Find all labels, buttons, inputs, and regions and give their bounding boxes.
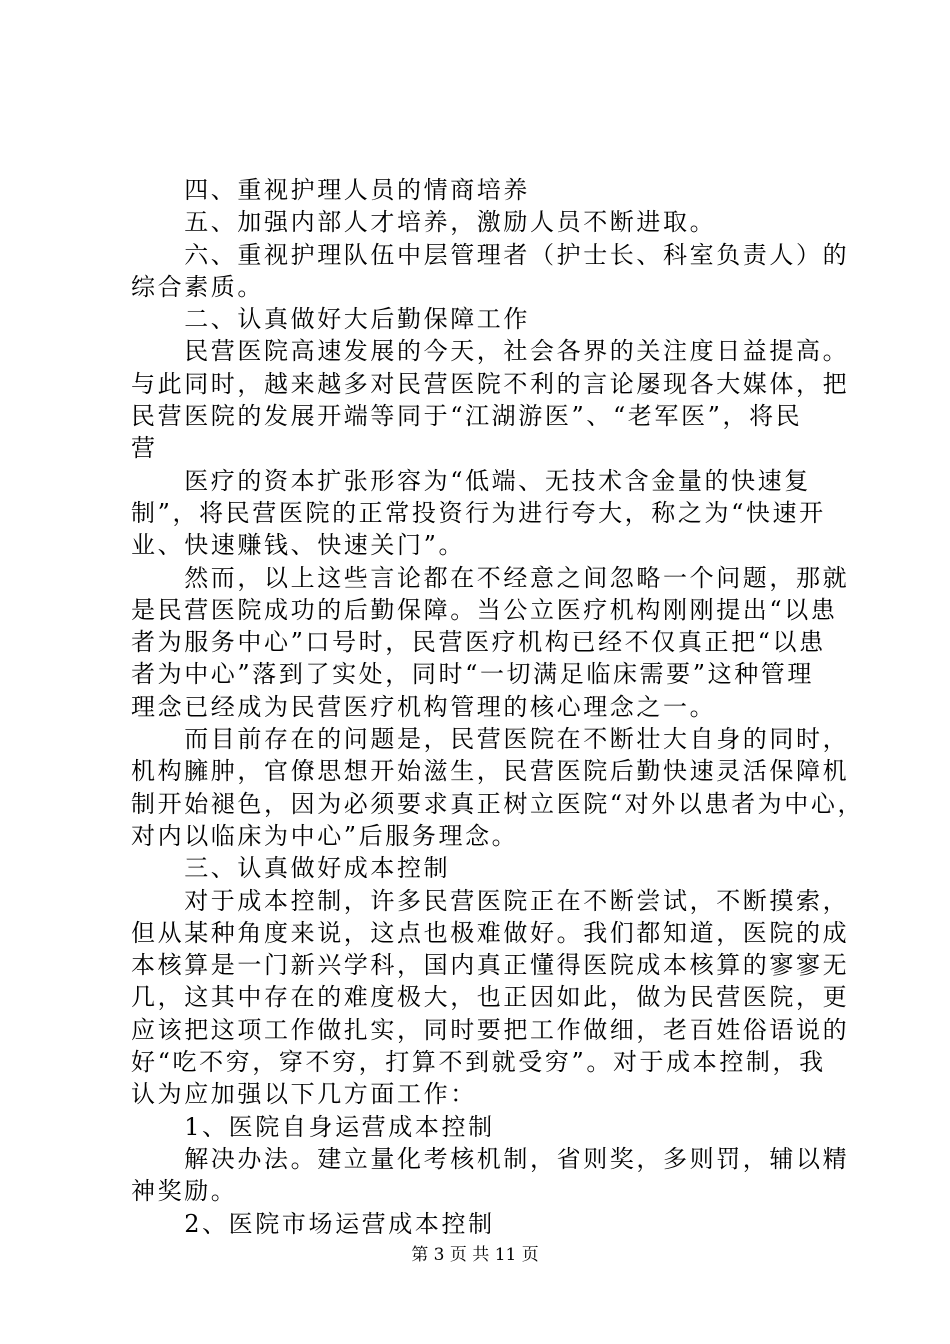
text-line: 解决办法。建立量化考核机制，省则奖，多则罚，辅以精 bbox=[131, 1144, 850, 1173]
text-line: 而目前存在的问题是，民营医院在不断壮大自身的同时， bbox=[131, 725, 850, 754]
text-line: 业、快速赚钱、快速关门”。 bbox=[131, 531, 466, 560]
text-line: 民营医院的发展开端等同于“江湖游医”、“老军医”，将民 bbox=[131, 402, 803, 431]
text-line: 理念已经成为民营医疗机构管理的核心理念之一。 bbox=[131, 692, 717, 721]
text-line: 认为应加强以下几方面工作： bbox=[131, 1080, 477, 1109]
text-line: 民营医院高速发展的今天，社会各界的关注度日益提高。 bbox=[131, 337, 850, 366]
text-line: 应该把这项工作做扎实，同时要把工作做细，老百姓俗语说的 bbox=[131, 1015, 850, 1044]
text-line: 营 bbox=[131, 434, 158, 463]
text-line: 六、重视护理队伍中层管理者（护士长、科室负责人）的 bbox=[131, 240, 850, 269]
text-line: 四、重视护理人员的情商培养 bbox=[131, 176, 530, 204]
text-line: 然而，以上这些言论都在不经意之间忽略一个问题，那就 bbox=[131, 563, 850, 592]
text-line: 本核算是一门新兴学科，国内真正懂得医院成本核算的寥寥无 bbox=[131, 951, 850, 980]
text-line: 几，这其中存在的难度极大，也正因如此，做为民营医院，更 bbox=[131, 983, 850, 1012]
text-line: 五、加强内部人才培养，激励人员不断进取。 bbox=[131, 208, 717, 237]
section-heading: 三、认真做好成本控制 bbox=[131, 854, 451, 883]
subsection-heading: 1、医院自身运营成本控制 bbox=[131, 1112, 495, 1141]
text-line: 制开始褪色，因为必须要求真正树立医院“对外以患者为中心， bbox=[131, 789, 865, 818]
text-line: 者为中心”落到了实处，同时“一切满足临床需要”这种管理 bbox=[131, 660, 815, 689]
page-number-label: 第 3 页 共 11 页 bbox=[411, 1245, 539, 1265]
text-line: 与此同时，越来越多对民营医院不利的言论屡现各大媒体，把 bbox=[131, 369, 850, 398]
text-line: 好“吃不穷，穿不穷，打算不到就受穷”。对于成本控制，我 bbox=[131, 1048, 826, 1077]
text-line: 综合素质。 bbox=[131, 272, 264, 301]
text-line: 机构臃肿，官僚思想开始滋生，民营医院后勤快速灵活保障机 bbox=[131, 757, 850, 786]
text-line: 对于成本控制，许多民营医院正在不断尝试，不断摸索， bbox=[131, 886, 850, 915]
subsection-heading: 2、医院市场运营成本控制 bbox=[131, 1209, 495, 1238]
section-heading: 二、认真做好大后勤保障工作 bbox=[131, 305, 530, 334]
text-line: 者为服务中心”口号时，民营医疗机构已经不仅真正把“以患 bbox=[131, 628, 826, 657]
page-footer bbox=[0, 1244, 950, 1266]
text-line: 医疗的资本扩张形容为“低端、无技术含金量的快速复 bbox=[131, 466, 811, 495]
text-line: 但从某种角度来说，这点也极难做好。我们都知道，医院的成 bbox=[131, 918, 850, 947]
text-line: 对内以临床为中心”后服务理念。 bbox=[131, 821, 519, 850]
text-line: 制”，将民营医院的正常投资行为进行夸大，称之为“快速开 bbox=[131, 498, 826, 527]
document-body bbox=[131, 174, 865, 1240]
text-line: 是民营医院成功的后勤保障。当公立医疗机构刚刚提出“以患 bbox=[131, 595, 838, 624]
text-line: 神奖励。 bbox=[131, 1177, 238, 1206]
